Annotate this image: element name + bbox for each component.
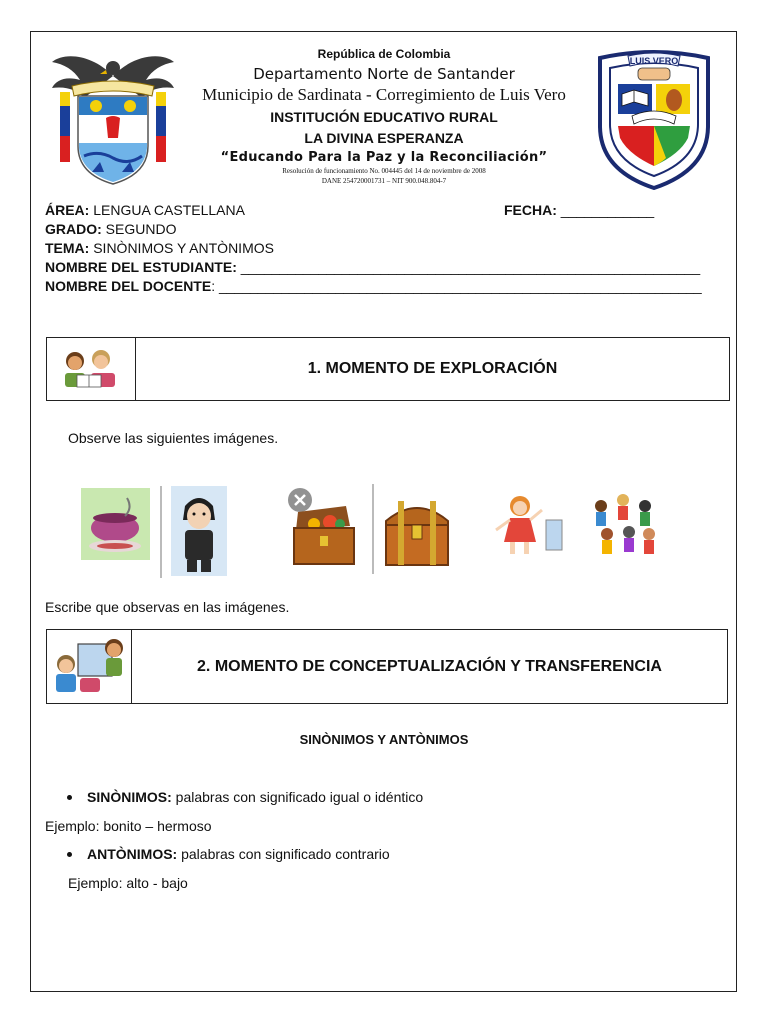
synonyms-definition: palabras con significado igual o idéntico [171,789,424,805]
topic-field [45,239,274,258]
student-name-field[interactable] [45,258,700,277]
image-separator [160,486,162,578]
teacher-name-field[interactable] [45,277,702,296]
header-dane: DANE 254720001731 – NIT 900.048.804-7 [321,177,447,185]
antonyms-bullet [67,846,390,862]
moment1-writing-prompt: Escribe que observas en las imágenes. [45,599,290,615]
grade-field [45,220,176,239]
teacher-name-blank[interactable]: : ______________________________________________________________ [211,278,702,294]
moment2-icon-cell [47,630,132,703]
student-name-blank[interactable]: ___________________________________________________________ [236,259,701,275]
bullet-dot [67,852,72,857]
children-reading-icon [55,345,127,393]
topic-value: SINÒNIMOS Y ANTÒNIMOS [89,240,274,256]
moment2-header-box [46,629,728,704]
synonyms-label: SINÒNIMOS: [87,789,172,805]
area-value: LENGUA CASTELLANA [89,202,245,218]
moment1-icon-cell [47,338,136,400]
synonyms-example: Ejemplo: bonito – hermoso [45,818,212,834]
moment2-title: 2. MOMENTO DE CONCEPTUALIZACIÓN Y TRANSFERENCIA [197,657,662,675]
student-name-label: NOMBRE DEL ESTUDIANTE: [45,259,237,275]
antonyms-label: ANTÒNIMOS: [87,846,178,862]
date-field[interactable] [504,201,654,220]
grade-value: SEGUNDO [101,221,177,237]
date-label: FECHA: [504,202,557,218]
girl-alone-image [490,490,570,558]
synonyms-bullet [67,789,423,805]
soup-pot-image [81,488,150,560]
group-of-children-image [585,488,663,560]
topic-label: TEMA: [45,240,90,256]
open-treasure-chest-image [284,486,362,568]
grade-label: GRADO: [45,221,102,237]
antonyms-example: Ejemplo: alto - bajo [68,875,188,891]
header-institution: INSTITUCIÓN EDUCATIVO RURAL [270,109,498,125]
header-school-name: LA DIVINA ESPERANZA [304,130,464,146]
children-at-board-icon [52,636,126,696]
date-blank[interactable]: ____________ [556,202,655,218]
teacher-name-label: NOMBRE DEL DOCENTE [45,278,212,294]
moment1-title: 1. MOMENTO DE EXPLORACIÓN [307,360,558,377]
svg-text:LUIS VERO: LUIS VERO [629,56,679,66]
area-label: ÁREA: [45,202,90,218]
antonyms-definition: palabras con significado contrario [177,846,390,862]
sad-boy-image [171,486,227,576]
header-municipality: Municipio de Sardinata - Corregimiento de Luis Vero [202,85,566,104]
header-resolution: Resolución de funcionamiento No. 004445 del 14 de noviembre de 2008 [282,167,486,175]
closed-treasure-chest-image [382,495,452,569]
header-department: Departamento Norte de Santander [253,65,515,83]
bullet-dot [67,795,72,800]
moment1-instruction: Observe las siguientes imágenes. [68,430,279,446]
header-republic: República de Colombia [317,47,451,61]
header-motto: “Educando Para la Paz y la Reconciliación” [220,150,548,165]
moment1-header-box [46,337,730,401]
image-separator [372,484,374,574]
area-field [45,201,245,220]
concept-subtitle: SINÒNIMOS Y ANTÒNIMOS [299,732,469,747]
